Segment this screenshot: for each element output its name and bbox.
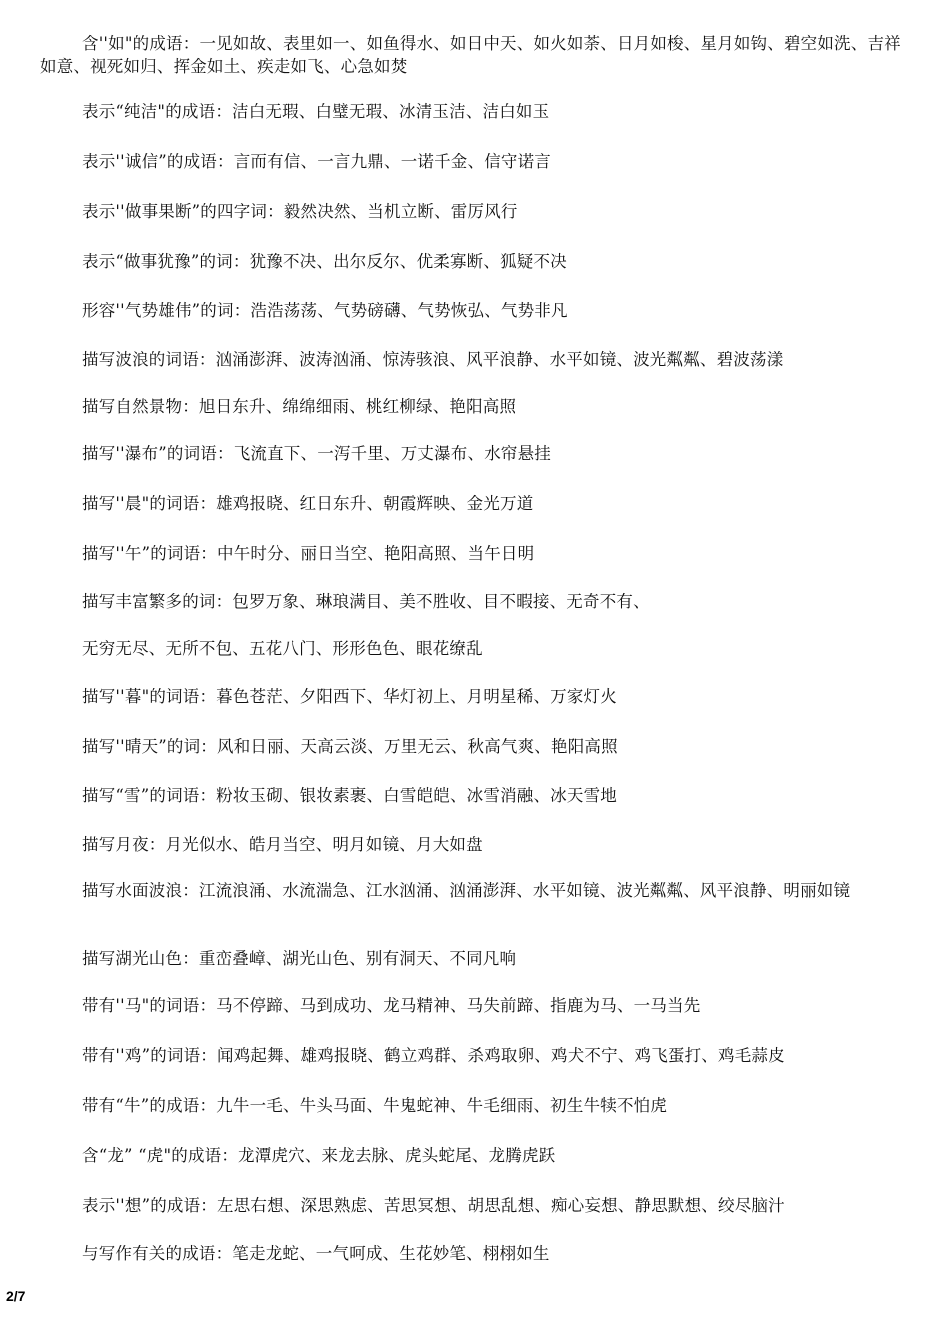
paragraph-moonlit-night: 描写月夜：月光似水、皓月当空、明月如镜、月大如盘	[82, 835, 483, 854]
paragraph-dusk-words: 描写''暮"的词语：暮色苍茫、夕阳西下、华灯初上、月明星稀、万家灯火	[82, 687, 617, 706]
paragraph-abundance-continued: 无穷无尽、无所不包、五花八门、形形色色、眼花缭乱	[82, 639, 483, 658]
paragraph-chicken-words: 带有''鸡”的词语：闻鸡起舞、雄鸡报晓、鹤立鸡群、杀鸡取卵、鸡犬不宁、鸡飞蛋打、鸡毛蒜皮	[82, 1046, 785, 1065]
paragraph-morning-words: 描写''晨"的词语：雄鸡报晓、红日东升、朝霞辉映、金光万道	[82, 494, 534, 513]
paragraph-thinking-idioms: 表示''想”的成语：左思右想、深思熟虑、苦思冥想、胡思乱想、痴心妄想、静思默想、绞尽脑汁	[82, 1196, 785, 1215]
paragraph-horse-words: 带有''马"的词语：马不停蹄、马到成功、龙马精神、马失前蹄、指鹿为马、一马当先	[82, 996, 701, 1015]
paragraph-majestic-words: 形容''气势雄伟”的词：浩浩荡荡、气势磅礴、气势恢弘、气势非凡	[82, 301, 568, 320]
paragraph-nature-scenery: 描写自然景物：旭日东升、绵绵细雨、桃红柳绿、艳阳高照	[82, 397, 517, 416]
paragraph-hesitant-words: 表示“做事犹豫”的词：犹豫不决、出尔反尔、优柔寡断、狐疑不决	[82, 252, 567, 271]
paragraph-wave-words: 描写波浪的词语：汹涌澎湃、波涛汹涌、惊涛骇浪、风平浪静、水平如镜、波光粼粼、碧波荡漾	[82, 350, 784, 369]
page-number: 2/7	[6, 1288, 26, 1304]
paragraph-integrity-idioms: 表示''诚信”的成语：言而有信、一言九鼎、一诺千金、信守诺言	[82, 152, 552, 171]
paragraph-decisive-words: 表示''做事果断”的四字词：毅然决然、当机立断、雷厉风行	[82, 202, 518, 221]
paragraph-purity-idioms: 表示“纯洁"的成语：洁白无瑕、白璧无瑕、冰清玉洁、洁白如玉	[82, 102, 550, 121]
paragraph-abundance-words: 描写丰富繁多的词：包罗万象、琳琅满目、美不胜收、目不暇接、无奇不有、	[82, 592, 650, 611]
paragraph-ru-idioms: 含''如"的成语：一见如故、表里如一、如鱼得水、如日中天、如火如荼、日月如梭、星月如钩、碧空如洗、吉祥如意、视死如归、挥金如土、疾走如飞、心急如焚	[40, 34, 901, 76]
paragraph-noon-words: 描写''午”的词语：中午时分、丽日当空、艳阳高照、当午日明	[82, 544, 535, 563]
paragraph-snow-words: 描写“雪”的词语：粉妆玉砌、银妆素裹、白雪皑皑、冰雪消融、冰天雪地	[82, 786, 617, 805]
paragraph-water-surface: 描写水面波浪：江流浪涌、水流湍急、江水汹涌、汹涌澎湃、水平如镜、波光粼粼、风平浪静、明丽如镜	[82, 881, 851, 900]
paragraph-waterfall-words: 描写''瀑布”的词语：飞流直下、一泻千里、万丈瀑布、水帘悬挂	[82, 444, 552, 463]
paragraph-writing-idioms: 与写作有关的成语：笔走龙蛇、一气呵成、生花妙笔、栩栩如生	[82, 1244, 550, 1263]
paragraph-ox-idioms: 带有“牛”的成语：九牛一毛、牛头马面、牛鬼蛇神、牛毛细雨、初生牛犊不怕虎	[82, 1096, 668, 1115]
paragraph-dragon-tiger-idioms: 含“龙” “虎"的成语：龙潭虎穴、来龙去脉、虎头蛇尾、龙腾虎跃	[82, 1146, 556, 1165]
paragraph-sunny-words: 描写''晴天”的词：风和日丽、天高云淡、万里无云、秋高气爽、艳阳高照	[82, 737, 618, 756]
paragraph-lake-mountain: 描写湖光山色：重峦叠嶂、湖光山色、别有洞天、不同凡响	[82, 949, 517, 968]
